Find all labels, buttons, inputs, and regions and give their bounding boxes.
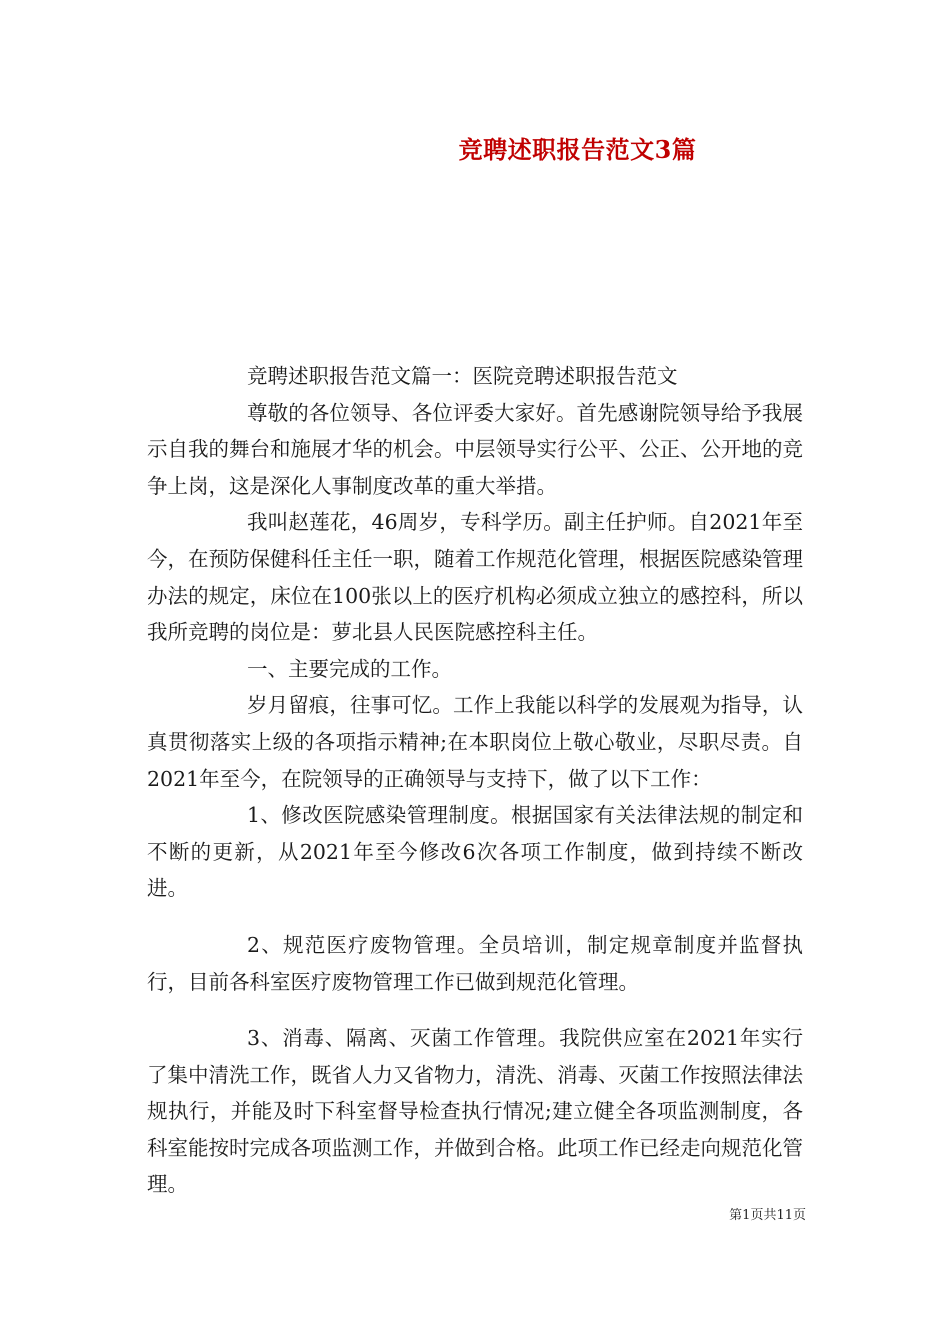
paragraph-section-heading: 一、主要完成的工作。	[247, 656, 452, 681]
paragraph-item-1: 1、修改医院感染管理制度。根据国家有关法律法规的制定和不断的更新，从2021年至今修改6次各项工作制度，做到持续不断改进。	[147, 803, 803, 901]
paragraph-self-introduction: 我叫赵莲花，46周岁，专科学历。副主任护师。自2021年至今，在预防保健科任主任一职，随着工作规范化管理，根据医院感染管理办法的规定，床位在100张以上的医疗机构必须成立独立的感控科，所以我所竞聘的岗位是：萝北县人民医院感控科主任。	[147, 510, 803, 645]
paragraph-greeting: 尊敬的各位领导、各位评委大家好。首先感谢院领导给予我展示自我的舞台和施展才华的机会。中层领导实行公平、公正、公开地的竞争上岗，这是深化人事制度改革的重大举措。	[147, 400, 803, 498]
document-body	[147, 358, 803, 1203]
paragraph-heading: 竞聘述职报告范文篇一：医院竞聘述职报告范文	[247, 364, 678, 388]
paragraph-work-summary: 岁月留痕，往事可忆。工作上我能以科学的发展观为指导，认真贯彻落实上级的各项指示精神;在本职岗位上敬心敬业，尽职尽责。自2021年至今，在院领导的正确领导与支持下，做了以下工作：	[147, 693, 803, 791]
page-footer: 第1页共11页	[729, 1208, 806, 1223]
paragraph-item-2: 2、规范医疗废物管理。全员培训，制定规章制度并监督执行，目前各科室医疗废物管理工作已做到规范化管理。	[147, 932, 803, 994]
document-title: 竞聘述职报告范文3篇	[458, 135, 697, 164]
paragraph-item-3: 3、消毒、隔离、灭菌工作管理。我院供应室在2021年实行了集中清洗工作，既省人力又省物力，清洗、消毒、灭菌工作按照法律法规执行，并能及时下科室督导检查执行情况;建立健全各项监测制度，各科室能按时完成各项监测工作，并做到合格。此项工作已经走向规范化管理。	[147, 1026, 803, 1197]
